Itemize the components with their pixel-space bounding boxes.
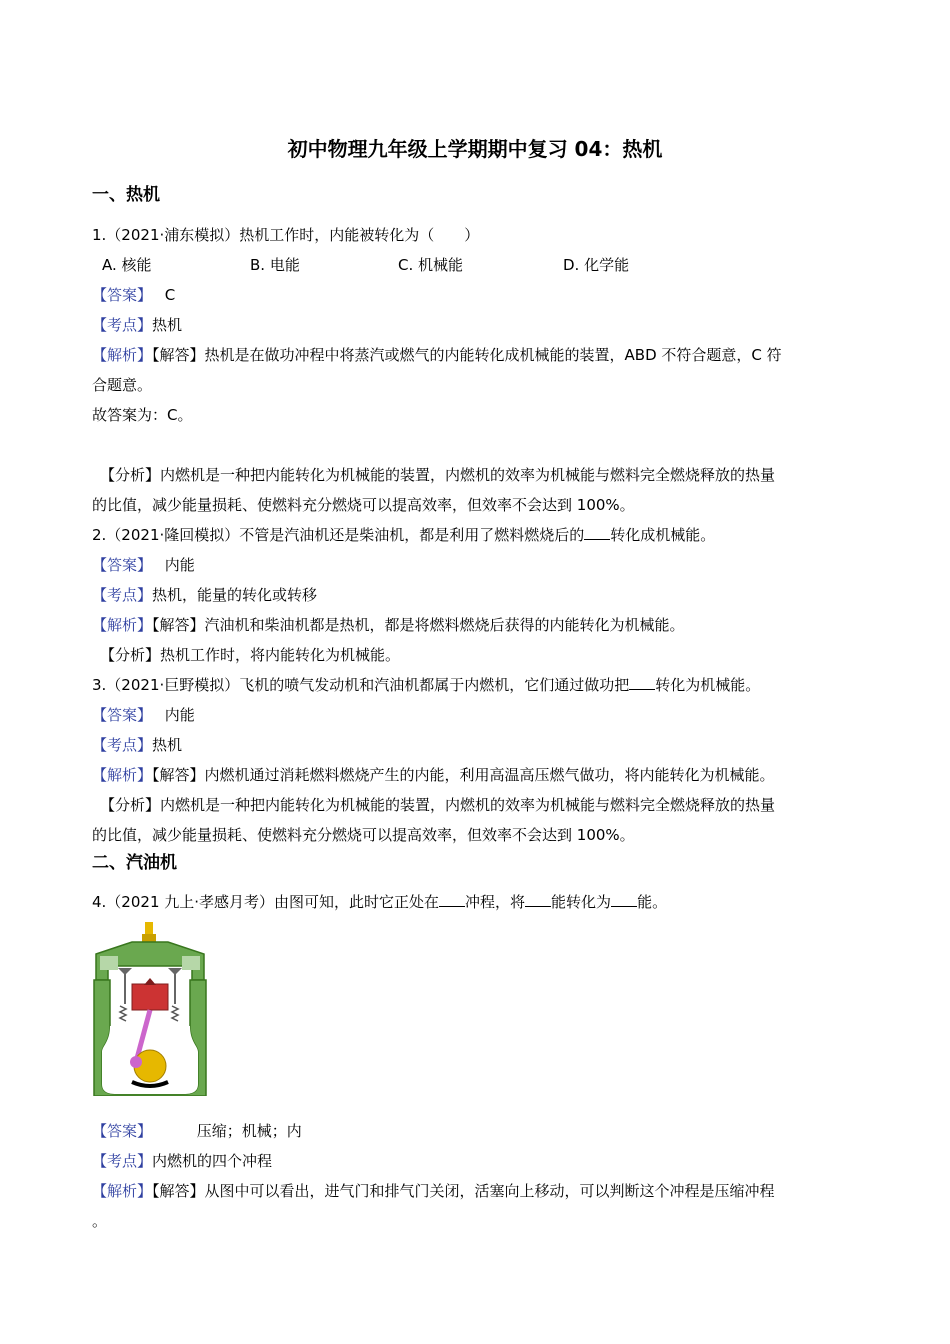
q4-answer-row: [92, 1121, 860, 1141]
engine-diagram: [92, 922, 208, 1096]
q1-answer-row: [92, 285, 860, 305]
q4-answer: 压缩；机械；内: [196, 1122, 302, 1140]
q2-point-row: [92, 585, 860, 605]
analysis-tag: 【解析】: [92, 346, 153, 364]
solve-tag: 【解答】: [152, 616, 205, 634]
q1-fenxi-row: [100, 465, 860, 485]
q2-analysis-row: [92, 615, 860, 635]
q2-point: 热机，能量的转化或转移: [152, 586, 318, 604]
q4-blank-3: [611, 892, 637, 907]
q1-solve-line-3: 故答案为：C。: [92, 406, 193, 424]
q3-solve: 内燃机通过消耗燃料燃烧产生的内能，利用高温高压燃气做功，将内能转化为机械能。: [204, 766, 775, 784]
q3-stem-a: 3.（2021·巨野模拟）飞机的喷气发动机和汽油机都属于内燃机，它们通过做功把: [92, 676, 630, 694]
q1-stem: 1.（2021·浦东模拟）热机工作时，内能被转化为（ ）: [92, 226, 480, 244]
answer-tag: 【答案】: [92, 556, 153, 574]
section-heading-heat-engine: 一、热机: [92, 185, 160, 205]
q2-stem: [92, 525, 860, 545]
point-tag: 【考点】: [92, 736, 153, 754]
q4-point: 内燃机的四个冲程: [152, 1152, 273, 1170]
analysis-tag: 【解析】: [92, 1182, 153, 1200]
solve-tag: 【解答】: [152, 1182, 205, 1200]
q4-solve-line-2: 。: [92, 1212, 108, 1230]
q4-solve-line-1: 从图中可以看出，进气门和排气门关闭，活塞向上移动，可以判断这个冲程是压缩冲程: [204, 1182, 775, 1200]
q4-stem-b: 冲程，将: [465, 893, 526, 911]
q3-fenxi-row: [100, 795, 860, 815]
q3-fenxi-line-2: 的比值，减少能量损耗、使燃料充分燃烧可以提高效率，但效率不会达到 100%。: [92, 826, 635, 844]
point-tag: 【考点】: [92, 316, 153, 334]
q3-point-row: [92, 735, 860, 755]
page-title: 初中物理九年级上学期期中复习 04：热机: [287, 137, 663, 161]
analysis-tag: 【解析】: [92, 616, 153, 634]
exhaust-valve-icon: [168, 968, 182, 1004]
q4-blank-1: [439, 892, 465, 907]
spring-icon: [120, 1006, 126, 1021]
q4-stem-c: 能转化为: [551, 893, 612, 911]
q1-fenxi-line-2: 的比值，减少能量损耗、使燃料充分燃烧可以提高效率，但效率不会达到 100%。: [92, 496, 635, 514]
q2-stem-a: 2.（2021·隆回模拟）不管是汽油机还是柴油机，都是利用了燃料燃烧后的: [92, 526, 585, 544]
solve-tag: 【解答】: [152, 346, 205, 364]
fenxi-tag: 【分析】: [100, 646, 161, 664]
q1-point: 热机: [152, 316, 183, 334]
q3-answer: 内能: [164, 706, 195, 724]
q3-blank: [629, 675, 655, 690]
q4-stem: [92, 892, 860, 912]
q3-stem: [92, 675, 860, 695]
piston-up-arrow-icon: [144, 978, 156, 985]
q1-analysis-row: [92, 345, 860, 365]
q2-blank: [584, 525, 610, 540]
answer-tag: 【答案】: [92, 706, 153, 724]
q4-blank-2: [525, 892, 551, 907]
q1-answer: C: [164, 286, 176, 304]
q4-point-row: [92, 1151, 860, 1171]
q2-answer-row: [92, 555, 860, 575]
fenxi-tag: 【分析】: [100, 466, 161, 484]
q3-answer-row: [92, 705, 860, 725]
q1-option-c: C. 机械能: [398, 256, 464, 274]
q1-solve-line-1: 热机是在做功冲程中将蒸汽或燃气的内能转化成机械能的装置，ABD 不符合题意，C 符: [204, 346, 782, 364]
analysis-tag: 【解析】: [92, 766, 153, 784]
q1-option-a: A. 核能: [102, 256, 152, 274]
point-tag: 【考点】: [92, 586, 153, 604]
intake-valve-icon: [118, 968, 132, 1004]
q3-fenxi-line-1: 内燃机是一种把内能转化为机械能的装置，内燃机的效率为机械能与燃料完全燃烧释放的热量: [160, 796, 776, 814]
q3-point: 热机: [152, 736, 183, 754]
point-tag: 【考点】: [92, 1152, 153, 1170]
q2-fenxi: 热机工作时，将内能转化为机械能。: [160, 646, 401, 664]
piston-icon: [132, 984, 168, 1010]
q1-point-row: [92, 315, 860, 335]
q1-solve-line-2: 合题意。: [92, 376, 153, 394]
solve-tag: 【解答】: [152, 766, 205, 784]
q2-answer: 内能: [164, 556, 195, 574]
q4-stem-d: 能。: [637, 893, 668, 911]
q3-analysis-row: [92, 765, 860, 785]
q2-solve: 汽油机和柴油机都是热机，都是将燃料燃烧后获得的内能转化为机械能。: [204, 616, 685, 634]
q4-stem-a: 4.（2021 九上·孝感月考）由图可知，此时它正处在: [92, 893, 440, 911]
q2-fenxi-row: [100, 645, 860, 665]
spring-icon: [172, 1006, 178, 1021]
q1-option-d: D. 化学能: [563, 256, 630, 274]
answer-tag: 【答案】: [92, 1122, 153, 1140]
section-heading-gasoline-engine: 二、汽油机: [92, 853, 177, 873]
q1-fenxi-line-1: 内燃机是一种把内能转化为机械能的装置，内燃机的效率为机械能与燃料完全燃烧释放的热量: [160, 466, 776, 484]
answer-tag: 【答案】: [92, 286, 153, 304]
fenxi-tag: 【分析】: [100, 796, 161, 814]
q2-stem-b: 转化成机械能。: [610, 526, 716, 544]
q1-option-b: B. 电能: [250, 256, 300, 274]
q4-analysis-row: [92, 1181, 860, 1201]
q3-stem-b: 转化为机械能。: [655, 676, 761, 694]
spark-plug-icon: [145, 922, 153, 936]
